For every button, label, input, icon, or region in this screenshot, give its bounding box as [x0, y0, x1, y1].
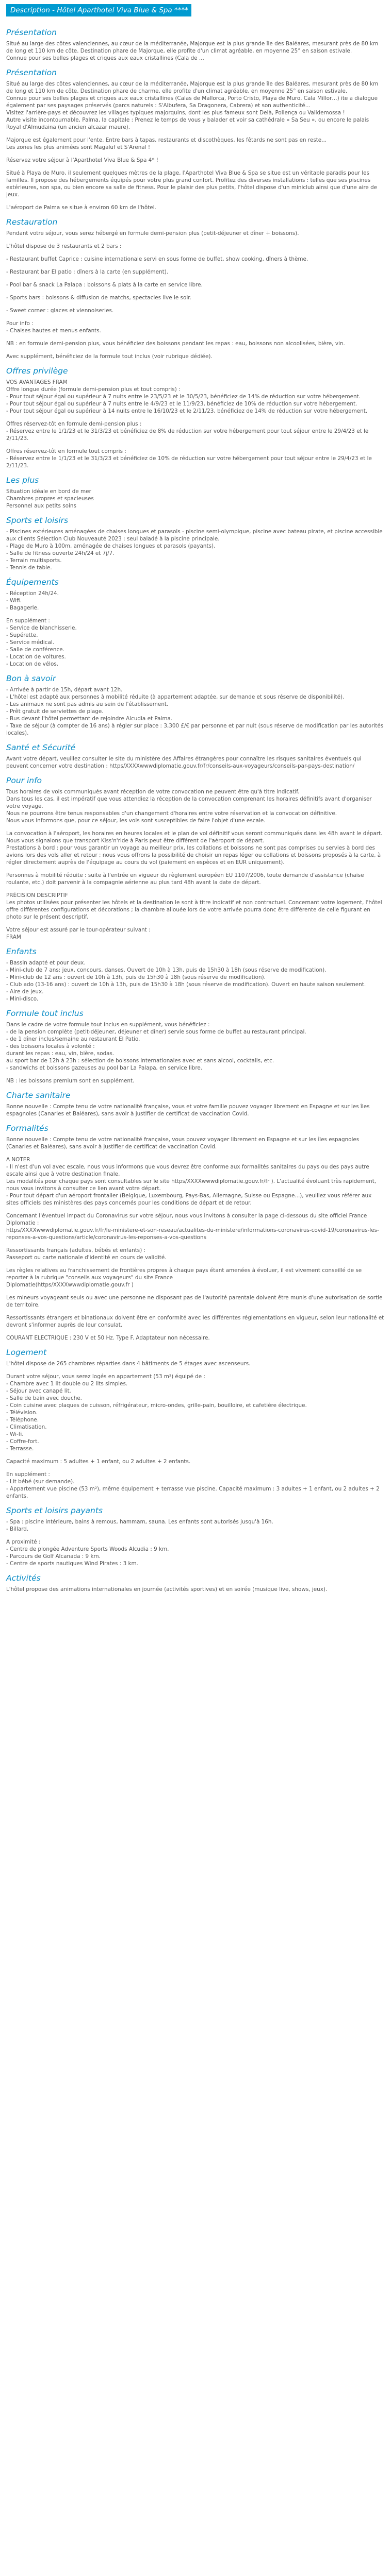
- section-heading: Équipements: [6, 578, 59, 587]
- section-paragraph: L'aéroport de Palma se situe à environ 60 km de l'hôtel.: [6, 205, 156, 211]
- section-heading: Enfants: [6, 947, 37, 956]
- section-paragraph: Avec supplément, bénéficiez de la formule tout inclus (voir rubrique dédiée).: [6, 353, 213, 360]
- section-paragraph: Tous horaires de vols communiqués avant réception de votre convocation ne peuvent être qu'à titre indicatif. Dans tous les cas, il est impératif que vous attendiez la réception de la convocation comprenant les horaires définitifs avant d'organiser votre voyage. Nous ne pourrons être tenus responsables d'un changement d'horaires entre votre réservation et la convocation définitive. Nous vous informons que, pour ce séjour, les vols sont susceptibles de faire l'objet d'une escale.: [6, 789, 372, 824]
- section-heading: Formalités: [6, 1124, 48, 1133]
- section-paragraph: A proximité : - Centre de plongée Adventure Sports Woods Alcudia : 9 km. - Parcours de Golf Alcanada : 9 km. - Centre de sports nautiques Wind Pirates : 3 km.: [6, 1539, 169, 1567]
- section-paragraph: A NOTER - Il n'est d'un vol avec escale, nous vous informons que vous devrez être conforme aux formalités sanitaires du pays ou des pays autre escale ainsi que à votre destination finale. Les modalités pour chaque pays sont consultables sur le site https/XXXXwwwdiplomatie.gouv.fr/fr ). L'actualité évoluant très rapidement, nous vous invitons à consulter ce lien avant votre départ. - Pour tout départ d'un aéroport frontalier (Belgique, Luxembourg, Pays-Bas, Allemagne, Suisse ou Espagne...), veuillez vous référer aux sites officiels des ministères des pays concernés pour les conditions de départ et de retour.: [6, 1157, 377, 1206]
- section-paragraph: Bonne nouvelle : Compte tenu de votre nationalité française, vous et votre famille pouvez voyager librement en Espagne et sur les îles espagnoles (Canaries et Baléares), sans avoir à justifier de certificat de vaccination Covid.: [6, 1104, 370, 1117]
- section-heading: Charte sanitaire: [6, 1091, 71, 1100]
- section-paragraph: Durant votre séjour, vous serez logés en appartement (53 m²) équipé de : - Chambre avec 1 lit double ou 2 lits simples. - Séjour avec canapé lit. - Salle de bain avec douche. - Coin cuisine avec plaques de cuisson, réfrigérateur, micro-ondes, grille-pain, bouilloire, et cafetière électrique. - Télévision. - Téléphone. - Climatisation. - Wi-fi. - Coffre-fort. - Terrasse.: [6, 1374, 307, 1452]
- section-paragraph: L'hôtel dispose de 265 chambres réparties dans 4 bâtiments de 5 étages avec ascenseurs.: [6, 1361, 251, 1367]
- section-paragraph: - Pool bar & snack La Palapa : boissons & plats à la carte en service libre.: [6, 282, 203, 288]
- section-paragraph: - Sweet corner : glaces et viennoiseries.: [6, 308, 114, 314]
- section-paragraph: En supplément : - Service de blanchisserie. - Supérette. - Service médical. - Salle de conférence. - Location de voitures. - Location de vélos.: [6, 618, 77, 667]
- section-paragraph: Avant votre départ, veuillez consulter le site du ministère des Affaires étrangères pour connaître les risques sanitaires éventuels qui peuvent concerner votre destination : https/XXXXwwwdiplomatie.gouv.fr/fr/conseils-aux-voyageurs/conseils-par-pays-destination/: [6, 756, 362, 769]
- section-paragraph: Pendant votre séjour, vous serez hébergé en formule demi-pension plus (petit-déjeuner et dîner + boissons).: [6, 230, 299, 236]
- section-heading: Santé et Sécurité: [6, 743, 76, 752]
- section-heading: Formule tout inclus: [6, 1009, 84, 1018]
- section-paragraph: Offres réservez-tôt en formule demi-pension plus : - Réservez entre le 1/1/23 et le 31/3/23 et bénéficiez de 8% de réduction sur votre hébergement pour tout séjour entre le 29/4/23 et le 2/11/23.: [6, 421, 369, 442]
- section-paragraph: Situation idéale en bord de mer Chambres propres et spacieuses Personnel aux petits soins: [6, 488, 94, 509]
- section-paragraph: Capacité maximum : 5 adultes + 1 enfant, ou 2 adultes + 2 enfants.: [6, 1459, 191, 1465]
- section-paragraph: - Restaurant buffet Caprice : cuisine internationale servi en sous forme de buffet, show cooking, dîners à thème.: [6, 256, 308, 262]
- description-content: [6, 29, 385, 1593]
- section-paragraph: - Réception 24h/24. - Wifi. - Bagagerie.: [6, 590, 59, 611]
- section-paragraph: Offres réservez-tôt en formule tout compris : - Réservez entre le 1/1/23 et le 31/3/23 et bénéficiez de 10% de réduction sur votre hébergement pour tout séjour entre le 29/4/23 et le 2/11/23.: [6, 448, 372, 469]
- section-paragraph: COURANT ELECTRIQUE : 230 V et 50 Hz. Type F. Adaptateur non nécessaire.: [6, 1335, 210, 1341]
- section-paragraph: PRÉCISION DESCRIPTIF Les photos utilisées pour présenter les hôtels et la destination le sont à titre indicatif et non contractuel. Concernant votre logement, l'hôtel offre différentes configurations et décorations ; la chambre allouée lors de votre arrivée pourra donc être différente de celle figurant en photo sur le présent descriptif.: [6, 892, 382, 920]
- section-paragraph: - Bassin adapté et pour deux. - Mini-club de 7 ans: jeux, concours, danses. Ouvert de 10h à 13h, puis de 15h30 à 18h (sous réserve de modification). - Mini-club de 12 ans : ouvert de 10h à 13h, puis de 15h30 à 18h (sous réserve de modification). - Club ado (13-16 ans) : ouvert de 10h à 13h, puis de 15h30 à 18h (sous réserve de modification). Ouvert en haute saison seulement. - Aire de jeux. - Mini-disco.: [6, 960, 366, 1002]
- section-paragraph: - Restaurant bar El patio : dîners à la carte (en supplément).: [6, 269, 169, 275]
- section-paragraph: En supplément : - Lit bébé (sur demande). - Appartement vue piscine (53 m²), même équipement + terrasse vue piscine. Capacité maximum : 3 adultes + 1 enfant, ou 2 adultes + 2 enfants.: [6, 1471, 380, 1499]
- page-title: Description - Hôtel Aparthotel Viva Blue & Spa ****: [6, 4, 191, 16]
- section-heading: Les plus: [6, 476, 39, 485]
- section-paragraph: L'hôtel propose des animations internationales en journée (activités sportives) et en soirée (musique live, shows, jeux).: [6, 1586, 328, 1592]
- section-paragraph: Situé au large des côtes valenciennes, au cœur de la méditerranée, Majorque est la plus grande île des Baléares, mesurant près de 80 km de long et 110 km de côte. Destination phare de charme, elle profite d'un climat agréable, en moyenne 25° en saison estivale. Connue pour ses belles plages et criques aux eaux cristallines (Calas de Mallorca, Porto Cristo, Playa de Muro, Cala Millor…) ite a dialogue également par ses paysages préservés (parcs naturels : S'Albufera, Sa Dragonera, Cabrera) et son authenticité... Visitez l'arrière-pays et découvrez les villages typiques majorquins, dont les plus fameux sont Deià, Pollença ou Valldemossa ! Autre visite incontournable, Palma, la capitale : Prenez le temps de vous y balader et voir sa cathédrale « Sa Seu », ou encore le palais Royal d'Almudaina (un ancien alcazar maure).: [6, 81, 379, 130]
- section-heading: Présentation: [6, 28, 57, 37]
- section-paragraph: Les mineurs voyageant seuls ou avec une personne ne disposant pas de l'autorité parentale doivent être munis d'une autorisation de sortie de territoire.: [6, 1295, 383, 1308]
- section-heading: Offres privilège: [6, 366, 68, 376]
- section-paragraph: VOS AVANTAGES FRAM Offre longue durée (formule demi-pension plus et tout compris) : - Pour tout séjour égal ou supérieur à 7 nuits entre le 23/5/23 et le 30/5/23, bénéficiez de 14% de réduction sur votre hébergement. - Pour tout séjour égal ou supérieur à 7 nuits entre le 4/9/23 et le 11/9/23, bénéficiez de 10% de réduction sur votre hébergement. - Pour tout séjour égal ou supérieur à 14 nuits entre le 16/10/23 et le 2/11/23, bénéficiez de 14% de réduction sur votre hébergement.: [6, 379, 368, 414]
- section-heading: Sports et loisirs payants: [6, 1506, 103, 1515]
- section-paragraph: Ressortissants étrangers et binationaux doivent être en conformité avec les différentes réglementations en vigueur, selon leur nationalité et devront s'informer auprès de leur consulat.: [6, 1315, 384, 1328]
- section-paragraph: - Piscines extérieures aménagées de chaises longues et parasols - piscine semi-olympique, piscine avec bateau pirate, et piscine accessible aux clients Sélection Club Nouveauté 2023 : seul baladé à la piscine principale. - Plage de Muro à 100m, aménagée de chaises longues et parasols (payants). - Salle de fitness ouverte 24h/24 et 7j/7. - Terrain multisports. - Tennis de table.: [6, 529, 383, 571]
- section-heading: Logement: [6, 1348, 47, 1357]
- section-paragraph: Ressortissants français (adultes, bébés et enfants) : Passeport ou carte nationale d'identité en cours de validité.: [6, 1247, 167, 1261]
- section-paragraph: Dans le cadre de votre formule tout inclus en supplément, vous bénéficiez : - de la pension complète (petit-déjeuner, déjeuner et dîner) servie sous forme de buffet au restaurant principal. - de 1 dîner inclus/semaine au restaurant El Patio. - des boissons locales à volonté : durant les repas : eau, vin, bière, sodas. au sport bar de 12h à 23h : sélection de boissons internationales avec et sans alcool, cocktails, etc. - sandwichs et boissons gazeuses au pool bar La Palapa, en service libre.: [6, 1022, 306, 1071]
- section-paragraph: Réservez votre séjour à l'Aparthotel Viva Blue & Spa 4* !: [6, 157, 158, 163]
- section-paragraph: Les règles relatives au franchissement de frontières propres à chaque pays étant amenées à évoluer, il est vivement conseillé de se reporter à la rubrique "conseils aux voyageurs" du site France Diplomatie(https/XXXXwwwdiplomatie.gouv.fr ): [6, 1267, 362, 1288]
- section-paragraph: NB : en formule demi-pension plus, vous bénéficiez des boissons pendant les repas : eau, boissons non alcoolisées, bière, vin.: [6, 341, 345, 347]
- section-paragraph: Votre séjour est assuré par le tour-opérateur suivant : FRAM: [6, 927, 151, 940]
- section-heading: Sports et loisirs: [6, 516, 69, 525]
- section-paragraph: L'hôtel dispose de 3 restaurants et 2 bars :: [6, 243, 122, 249]
- section-paragraph: - Sports bars : boissons & diffusion de matchs, spectacles live le soir.: [6, 295, 191, 301]
- section-heading: Bon à savoir: [6, 674, 56, 683]
- section-heading: Pour info: [6, 776, 42, 785]
- section-paragraph: Situé à Playa de Muro, il seulement quelques mètres de la plage, l'Aparthotel Viva Blue & Spa se situe est un véritable paradis pour les familles. Il propose des hébergements équipés pour votre plus grand confort. Profitez des diverses installations : telles que ses piscines extérieures, son spa, ou bien encore sa salle de fitness. Pour le plaisir des plus petits, l'hôtel dispose d'un miniclub ainsi que d'une aire de jeux.: [6, 170, 378, 198]
- section-heading: Présentation: [6, 68, 57, 77]
- section-paragraph: - Spa : piscine intérieure, bains à remous, hammam, sauna. Les enfants sont autorisés jusqu'à 16h. - Billard.: [6, 1519, 273, 1532]
- section-paragraph: La convocation à l'aéroport, les horaires en heures locales et le plan de vol définitif vous seront communiqués dans les 48h avant le départ. Nous vous signalons que transport Kiss'n'ride à Paris peut être différent de l'aéroport de départ. Prestations à bord : pour vous garantir un voyage au meilleur prix, les collations et boissons ne sont pas comprises ou servies à bord des avions lors des vols aller et retour ; nous vous offrons la possibilité de choisir un repas léger ou collations et boissons proposés à la carte, à régler directement auprès de l'équipage au cours du vol (paiement en espèces et en EUR uniquement).: [6, 831, 383, 866]
- section-paragraph: Concernant l'éventuel impact du Coronavirus sur votre séjour, nous vous invitons à consulter la page ci-dessous du site officiel France Diplomatie : https/XXXXwwwdiplomatie.gouv.fr/fr/le-ministere-et-son-reseau/actualites-du-ministere/informations-coronavirus-covid-19/coronavirus-les-reponses-a-vos-questions/article/coronavirus-les-reponses-a-vos-questions: [6, 1213, 379, 1241]
- section-paragraph: NB : les boissons premium sont en supplément.: [6, 1078, 135, 1084]
- section-paragraph: - Arrivée à partir de 15h, départ avant 12h. - L'hôtel est adapté aux personnes à mobilité réduite (à appartement adaptée, sur demande et sous réserve de disponibilité). - Les animaux ne sont pas admis au sein de l'établissement. - Prêt gratuit de serviettes de plage. - Bus devant l'hôtel permettant de rejoindre Alcudia et Palma. - Taxe de séjour (à compter de 16 ans) à régler sur place : 3,300 £/€ par personne et par nuit (sous réserve de modification par les autorités locales).: [6, 687, 384, 736]
- section-heading: Restauration: [6, 217, 58, 227]
- section-heading: Activités: [6, 1573, 41, 1583]
- section-paragraph: Bonne nouvelle : Compte tenu de votre nationalité française, vous pouvez voyager librement en Espagne et sur les îles espagnoles (Canaries et Baléares), sans avoir à justifier de certificat de vaccination Covid.: [6, 1137, 360, 1150]
- section-paragraph: Majorque est également pour l'ente. Entre bars à tapas, restaurants et discothèques, les fêtards ne sont pas en reste... Les zones les plus animées sont Magaluf et S'Arenal !: [6, 137, 327, 150]
- section-paragraph: Personnes à mobilité réduite : suite à l'entrée en vigueur du règlement européen EU 1107/2006, toute demande d'assistance (chaise roulante, etc.) doit parvenir à la compagnie aérienne au plus tard 48h avant la date de départ.: [6, 872, 364, 886]
- section-paragraph: Pour info : - Chaises hautes et menus enfants.: [6, 320, 101, 334]
- section-paragraph: Situé au large des côtes valenciennes, au cœur de la méditerranée, Majorque est la plus grande île des Baléares, mesurant près de 80 km de long et 110 km de côte. Destination phare de Majorque, elle profite d'un climat agréable, en moyenne 25° en saison estivale. Connue pour ses belles plages et criques aux eaux cristallines (Cala de ...: [6, 41, 379, 61]
